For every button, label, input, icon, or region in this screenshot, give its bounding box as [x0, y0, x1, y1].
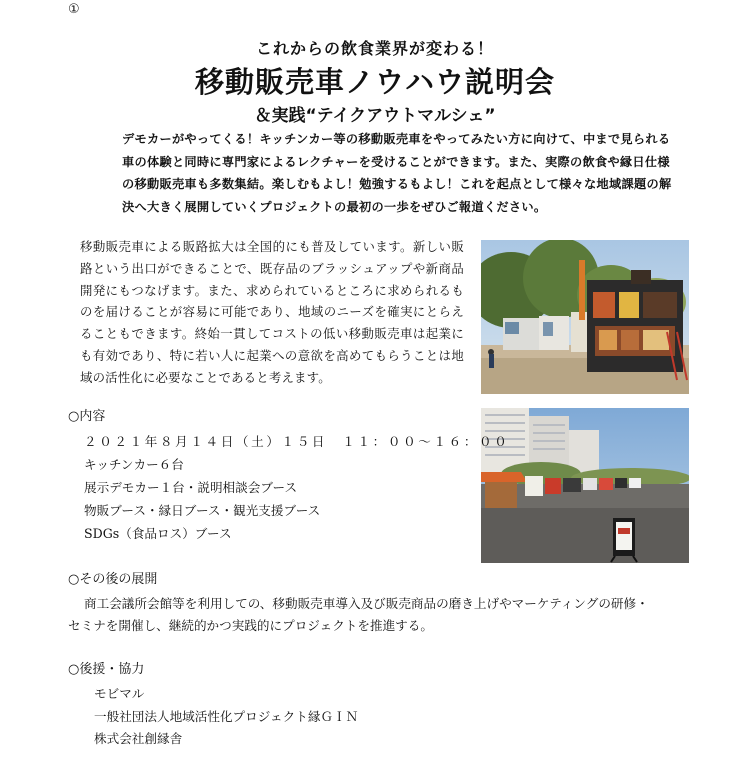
supporter-item: 株式会社創縁舎 — [94, 731, 183, 746]
contents-heading: ○内容 — [68, 409, 106, 424]
food-trucks-park-photo — [481, 240, 689, 394]
development-line: 商工会議所会館等を利用しての、移動販売車導入及び販売商品の磨き上げやマーケティングの研修・ — [84, 596, 649, 611]
contents-item: 物販ブース・縁日ブース・観光支援ブース — [84, 503, 321, 518]
contents-item: キッチンカー６台 — [84, 457, 184, 472]
headline-kicker: これからの飲食業界が変わる！ — [255, 39, 494, 58]
supporter-item: モビマル — [94, 686, 145, 701]
body-paragraph: 移動販売車による販路拡大は全国的にも普及しています。新しい販路という出口ができることで、既存品のブラッシュアップや新商品開発にもつなげます。また、求められているところに求められるものを届けることが容易に可能であり、地域のニーズを確実にとらえることもできます。終始一貫してコストの低い移動販売車は起業にも有効であり、特に若い人に起業への意欲を高めてもらうことは地域の活性化に必要なことであると考えます。 — [80, 239, 464, 385]
page-title: 移動販売車ノウハウ説明会 — [194, 65, 555, 99]
event-datetime: ２０２１年８月１４日（土）１５日 １１：００～１６：００ — [84, 434, 510, 449]
support-heading: ○後援・協力 — [68, 662, 145, 677]
page-subtitle: ＆実践“テイクアウトマルシェ” — [254, 106, 496, 126]
development-heading: ○その後の展開 — [68, 572, 158, 587]
contents-item: SDGs（食品ロス）ブース — [84, 526, 232, 541]
supporter-item: 一般社団法人地域活性化プロジェクト縁ＧＩＮ — [94, 709, 359, 724]
food-trucks-plaza-photo — [481, 408, 689, 563]
development-line: セミナを開催し、継続的かつ実践的にプロジェクトを推進する。 — [68, 618, 433, 633]
intro-paragraph: デモカーがやってくる！キッチンカー等の移動販売車をやってみたい方に向けて、中まで見られる車の体験と同時に専門家によるレクチャーを受けることができます。また、実際の飲食や縁日仕様の移動販売車も多数集結。楽しむもよし！勉強するもよし！これを起点として様々な地域課題の解決へ大きく展開していくプロジェクトの最初の一歩をぜひご報道ください。 — [122, 132, 672, 214]
page-number: ① — [68, 2, 80, 17]
contents-item: 展示デモカー１台・説明相談会ブース — [84, 480, 298, 495]
